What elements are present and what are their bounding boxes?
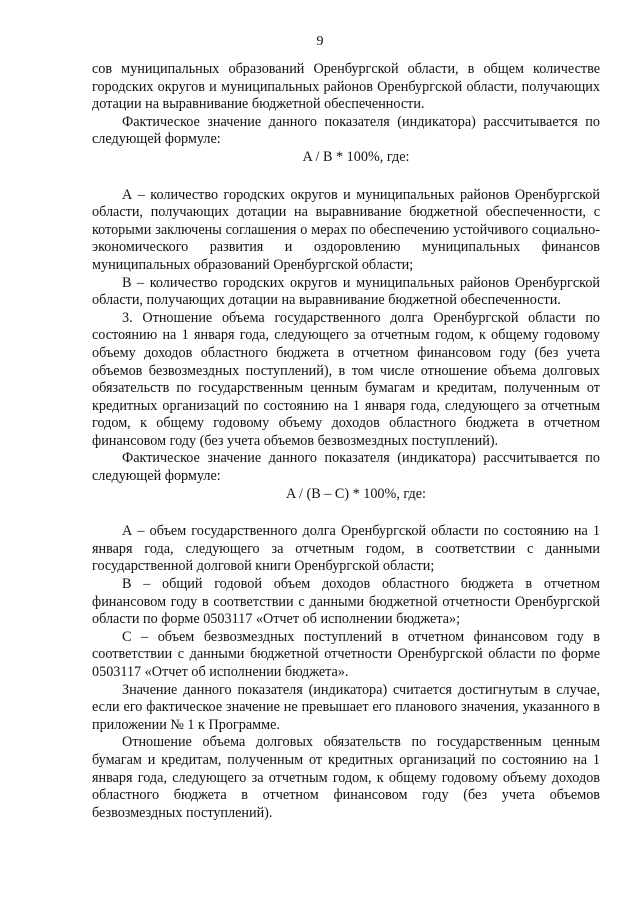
paragraph-definition-b-1: В – количество городских округов и муниципальных районов Оренбургской области, получающих дотации на выравнивание бюджетной обеспеченности. [92,274,600,309]
paragraph-continuation: сов муниципальных образований Оренбургской области, в общем количестве городских округов и муниципальных районов Оренбургской области, получающих дотации на выравнивание бюджетной обеспеченности. [92,61,600,113]
paragraph-formula-intro-1: Фактическое значение данного показателя (индикатора) рассчитывается по следующей формуле: [92,113,600,148]
document-body [92,61,600,822]
paragraph-formula-intro-2: Фактическое значение данного показателя (индикатора) рассчитывается по следующей формуле: [92,450,600,485]
formula-2: A / (B – C) * 100%, где: [285,485,426,502]
paragraph-debt-ratio: Отношение объема долговых обязательств по государственным ценным бумагам и кредитам, полученным от кредитных организаций по состоянию на 1 января года, следующего за отчетным годом, к общему годовому объему доходов областного бюджета в отчетном финансовом году (без учета объемов безвозмездных поступлений). [92,734,600,821]
paragraph-definition-a-1: А – количество городских округов и муниципальных районов Оренбургской области, получающих дотации на выравнивание бюджетной обеспеченности, с которыми заключены соглашения о мерах по обеспечению устойчивого социально-экономического развития и оздоровлению муниципальных финансов муниципальных образований Оренбургской области; [92,186,600,273]
formula-1: A / B * 100%, где: [302,148,410,165]
paragraph-achievement: Значение данного показателя (индикатора) считается достигнутым в случае, если его фактическое значение не превышает его планового значения, указанного в приложении № 1 к Программе. [92,681,600,733]
paragraph-definition-a-2: А – объем государственного долга Оренбургской области по состоянию на 1 января года, следующего за отчетным годом, в соответствии с данными государственной долговой книги Оренбургской области; [92,523,600,575]
paragraph-definition-b-2: В – общий годовой объем доходов областного бюджета в отчетном финансовом году в соответствии с данными бюджетной отчетности Оренбургской области по форме 0503117 «Отчет об исполнении бюджета»; [92,576,600,628]
page-number: 9 [316,34,324,49]
paragraph-definition-c-2: С – объем безвозмездных поступлений в отчетном финансовом году в соответствии с данными бюджетной отчетности Оренбургской области по форме 0503117 «Отчет об исполнении бюджета». [92,628,600,680]
paragraph-indicator-3: 3. Отношение объема государственного долга Оренбургской области по состоянию на 1 января года, следующего за отчетным годом, к общему годовому объему доходов областного бюджета в отчетном финансовом году (без учета объемов безвозмездных поступлений), в том числе отношение объема долговых обязательств по государственным ценным бумагам и кредитам, полученным от кредитных организаций по состоянию на 1 января года, следующего за отчетным годом, к общему годовому объему доходов областного бюджета в отчетном финансовом году (без учета объемов безвозмездных поступлений). [92,309,600,449]
